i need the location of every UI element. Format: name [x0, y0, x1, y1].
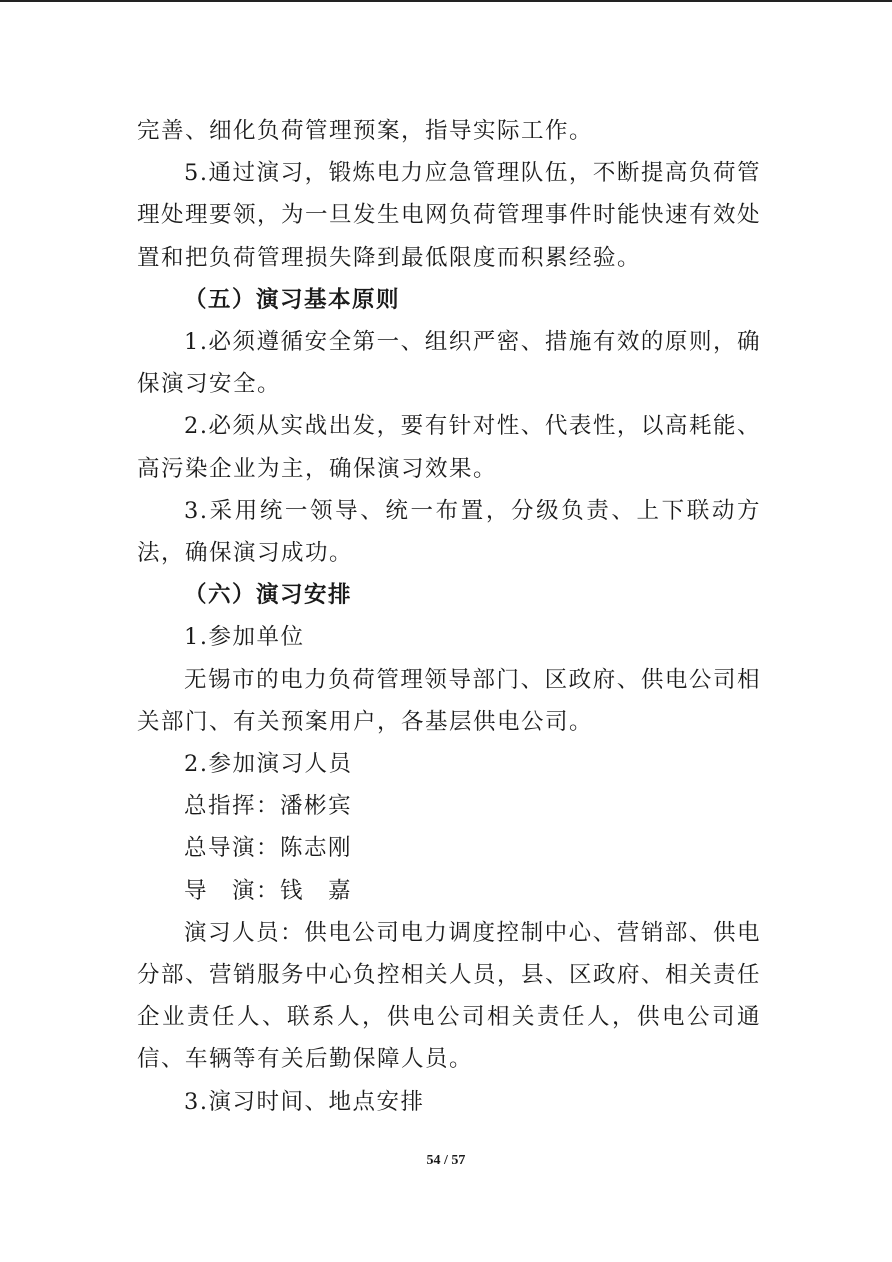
paragraph-participating-units: 无锡市的电力负荷管理领导部门、区政府、供电公司相关部门、有关预案用户，各基层供电公司。	[137, 666, 761, 735]
subheading-participating-units: 1.参加单位	[184, 624, 305, 651]
section-heading-arrangements: （六）演习安排	[184, 582, 353, 609]
paragraph-item-5: 5.通过演习，锻炼电力应急管理队伍，不断提高负荷管理处理要领，为一旦发生电网负荷管理事件时能快速有效处置和把负荷管理损失降到最低限度而积累经验。	[137, 160, 762, 271]
paragraph-principle-3: 3.采用统一领导、统一布置，分级负责、上下联动方法，确保演习成功。	[137, 497, 761, 567]
document-body	[137, 110, 761, 1123]
paragraph-continuation: 完善、细化负荷管理预案，指导实际工作。	[137, 118, 594, 144]
section-heading-principles: （五）演习基本原则	[184, 286, 401, 313]
top-border-line	[0, 0, 892, 2]
page-number: 54 / 57	[426, 1153, 466, 1168]
line-chief-commander: 总指挥：潘彬宾	[184, 793, 353, 820]
paragraph-principle-1: 1.必须遵循安全第一、组织严密、措施有效的原则，确保演习安全。	[137, 329, 761, 398]
paragraph-drill-personnel: 演习人员：供电公司电力调度控制中心、营销部、供电分部、营销服务中心负控相关人员，县、区政府、相关责任企业责任人、联系人，供电公司相关责任人，供电公司通信、车辆等有关后勤保障人员。	[137, 919, 762, 1073]
subheading-time-location: 3.演习时间、地点安排	[184, 1088, 425, 1115]
line-chief-director: 总导演：陈志刚	[184, 835, 353, 862]
line-director: 导 演：钱 嘉	[184, 877, 353, 904]
paragraph-principle-2: 2.必须从实战出发，要有针对性、代表性，以高耗能、高污染企业为主，确保演习效果。	[137, 413, 761, 482]
subheading-participating-personnel: 2.参加演习人员	[184, 751, 353, 778]
